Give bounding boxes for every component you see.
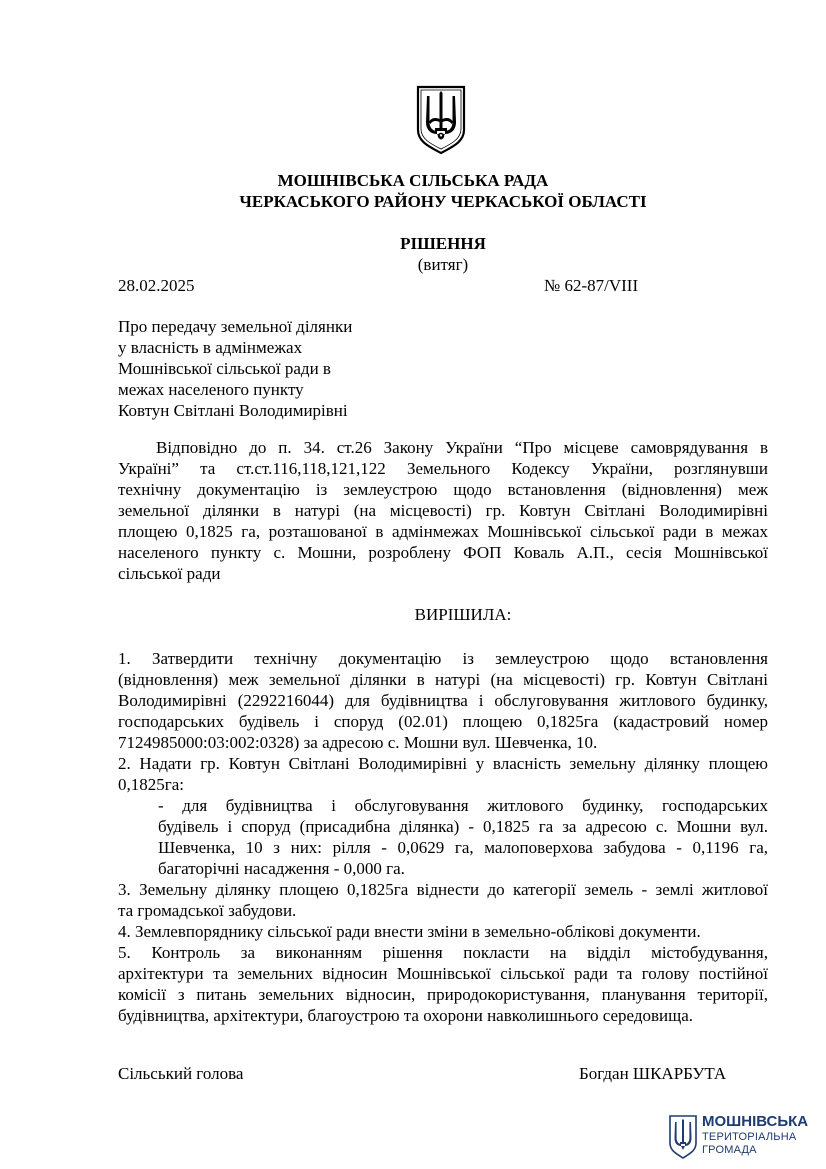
item-3-line: та громадської забудови. [118,901,297,920]
item-2-line: 2. Надати гр. Ковтун Світлані Володимирівні у власність земельну ділянку площею [118,754,768,773]
item-2-sub-line: будівель і споруд (присадибна ділянка) - 0,1825 га за адресою с. Мошни вул. [158,817,768,836]
item-4-line: 4. Землевпоряднику сільської ради внести зміни в земельно-облікові документи. [118,922,701,941]
preamble [118,437,768,584]
preamble-line: земельної ділянки в натурі (на місцевості) гр. Ковтун Світлані Володимирівні [118,501,768,520]
item-1-line: (відновлення) меж земельної ділянки в натурі (на місцевості) гр. Ковтун Світлані [118,670,768,689]
logo-line-1: МОШНІВСЬКА [702,1113,809,1130]
council-name: МОШНІВСЬКА СІЛЬСЬКА РАДА [277,171,549,190]
logo-line-3: ГРОМАДА [702,1144,757,1156]
signature-name: Богдан ШКАРБУТА [579,1064,727,1083]
preamble-line: Україні” та ст.ст.116,118,121,122 Земельного Кодексу України, розглянувши [118,459,768,478]
coat-of-arms-icon [415,84,467,156]
council-region: ЧЕРКАСЬКОГО РАЙОНУ ЧЕРКАСЬКОЇ ОБЛАСТІ [239,192,647,211]
item-2-sub-line: багаторічні насадження - 0,000 га. [158,859,405,878]
logo-line-2: ТЕРИТОРІАЛЬНА [702,1131,797,1143]
document-number: № 62-87/VIII [544,276,639,295]
item-5-line: архітектури та земельних відносин Мошнівської сільської ради та голову постійної [118,964,768,983]
item-5-line: комісії з питань земельних відносин, природокористування, планування території, [118,985,768,1004]
resolution-items [118,648,768,1026]
preamble-line: Відповідно до п. 34. ст.26 Закону України “Про місцеве самоврядування в [156,438,768,457]
document-date: 28.02.2025 [118,276,195,295]
subject-line: у власність в адмінмежах [118,338,303,357]
subject-line: Мошнівської сільської ради в [118,359,331,378]
community-logo [668,1112,818,1164]
preamble-line: технічну документацію із землеустрою щодо встановлення (відновлення) меж [118,480,768,499]
item-1-line: господарських будівель і споруд (02.01) площею 0,1825га (кадастровий номер [118,712,768,731]
resolved-heading: ВИРІШИЛА: [414,605,512,624]
subject-block [118,316,418,421]
item-2-sub-line: Шевченка, 10 з них: рілля - 0,0629 га, малоповерхова забудова - 0,1196 га, [158,838,768,857]
subject-line: межах населеного пункту [118,380,304,399]
item-5-line: будівництва, архітектури, благоустрою та охорони навколишнього середовища. [118,1006,694,1025]
item-5-line: 5. Контроль за виконанням рішення покласти на відділ містобудування, [118,943,768,962]
item-3-line: 3. Земельну ділянку площею 0,1825га віднести до категорії земель - землі житлової [118,880,768,899]
preamble-line: населеного пункту с. Мошни, розроблену ФОП Коваль А.П., сесія Мошнівської [118,543,768,562]
community-trident-icon [668,1114,698,1160]
subject-line: Ковтун Світлані Володимирівні [118,401,348,420]
item-1-line: Володимирівні (2292216044) для будівництва і обслуговування житлового будинку, [118,691,768,710]
document-type: РІШЕННЯ [400,234,486,253]
item-2-line: 0,1825га: [118,775,184,794]
subject-line: Про передачу земельної ділянки [118,317,353,336]
preamble-line: площею 0,1825 га, розташованої в адмінмежах Мошнівської сільської ради в межах [118,522,768,541]
item-1-line: 1. Затвердити технічну документацію із землеустрою щодо встановлення [118,649,768,668]
signature-position: Сільський голова [118,1064,244,1083]
item-1-line: 7124985000:03:002:0328) за адресою с. Мошни вул. Шевченка, 10. [118,733,598,752]
preamble-line: сільської ради [118,564,221,583]
item-2-sub-line: - для будівництва і обслуговування житлового будинку, господарських [158,796,768,815]
item-2-sublist [118,795,768,879]
document-subtype: (витяг) [417,255,469,274]
